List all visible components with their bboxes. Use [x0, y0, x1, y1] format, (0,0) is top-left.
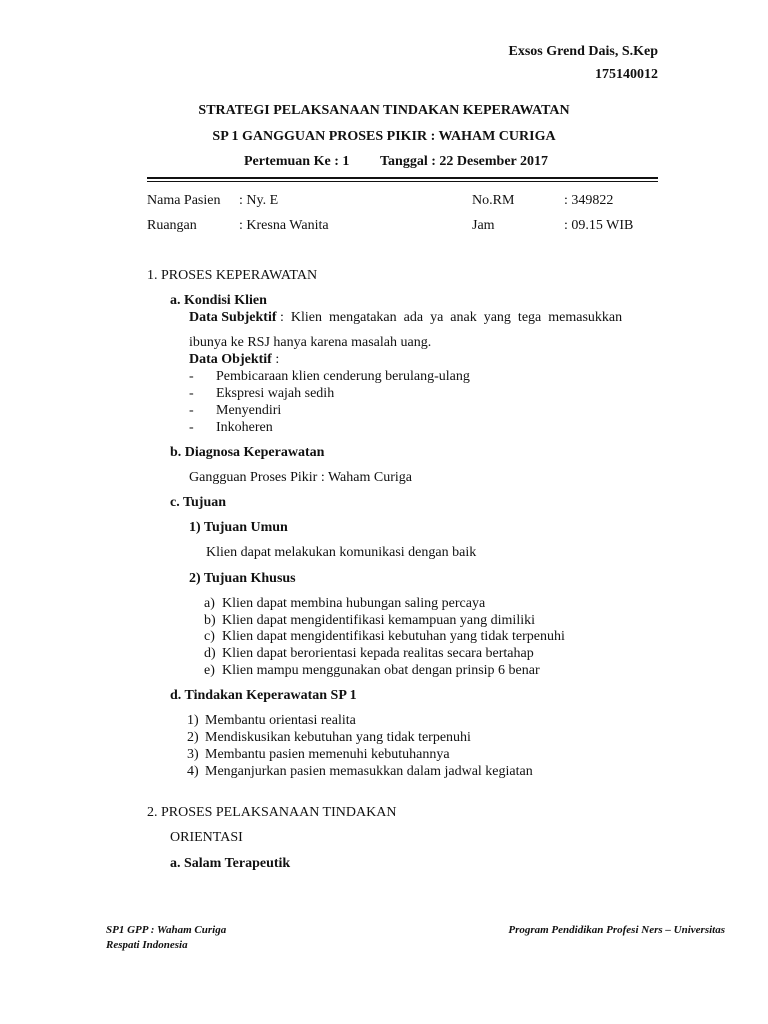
room-value: : Kresna Wanita [239, 218, 329, 233]
list-item: a) Klien dapat membina hubungan saling percaya [204, 596, 486, 611]
subjective-data-continuation: ibunya ke RSJ hanya karena masalah uang. [189, 335, 432, 350]
subjective-data-text: : Klien mengatakan ada ya anak yang tega memasukkan [276, 310, 623, 325]
list-item: - Menyendiri [189, 403, 282, 418]
objective-data-colon: : [271, 352, 280, 367]
subjective-data-line [189, 310, 659, 326]
time-label: Jam [472, 218, 495, 233]
diagnosis-heading: b. Diagnosa Keperawatan [170, 445, 325, 460]
document-title: STRATEGI PELAKSANAAN TINDAKAN KEPERAWATAN [198, 103, 570, 118]
subjective-data-label: Data Subjektif [189, 310, 277, 325]
footer-left-line2: Respati Indonesia [106, 939, 188, 951]
meeting-number: Pertemuan Ke : 1 [244, 154, 350, 169]
general-goal-heading: 1) Tujuan Umun [189, 520, 288, 535]
general-goal-text: Klien dapat melakukan komunikasi dengan baik [206, 545, 477, 560]
diagnosis-text: Gangguan Proses Pikir : Waham Curiga [189, 470, 412, 485]
list-item: d) Klien dapat berorientasi kepada realitas secara bertahap [204, 646, 534, 661]
list-item: - Inkoheren [189, 420, 273, 435]
author-id: 175140012 [595, 67, 658, 82]
list-item: 1) Membantu orientasi realita [187, 713, 356, 728]
footer-right-line1: Program Pendidikan Profesi Ners – Universitas [508, 924, 725, 936]
list-item: e) Klien mampu menggunakan obat dengan prinsip 6 benar [204, 663, 540, 678]
section-2-heading: 2. PROSES PELAKSANAAN TINDAKAN [147, 805, 397, 820]
room-label: Ruangan [147, 218, 197, 233]
footer-left-line1: SP1 GPP : Waham Curiga [106, 924, 227, 936]
meeting-date: Tanggal : 22 Desember 2017 [380, 154, 548, 169]
goals-heading: c. Tujuan [170, 495, 227, 510]
list-item: - Pembicaraan klien cenderung berulang-ulang [189, 369, 470, 384]
record-number-label: No.RM [472, 193, 515, 208]
title-rule-thin [147, 181, 658, 182]
list-item: 3) Membantu pasien memenuhi kebutuhannya [187, 747, 450, 762]
specific-goals-heading: 2) Tujuan Khusus [189, 571, 296, 586]
list-item: b) Klien dapat mengidentifikasi kemampuan yang dimiliki [204, 613, 535, 628]
author-name: Exsos Grend Dais, S.Kep [508, 44, 658, 59]
objective-data-label: Data Objektif [189, 352, 272, 367]
therapeutic-greeting-heading: a. Salam Terapeutik [170, 856, 291, 871]
client-condition-heading: a. Kondisi Klien [170, 293, 267, 308]
list-item: 2) Mendiskusikan kebutuhan yang tidak terpenuhi [187, 730, 471, 745]
orientation-heading: ORIENTASI [170, 830, 243, 845]
section-1-heading: 1. PROSES KEPERAWATAN [147, 268, 318, 283]
document-subtitle: SP 1 GANGGUAN PROSES PIKIR : WAHAM CURIGA [212, 129, 556, 144]
patient-name-value: : Ny. E [239, 193, 279, 208]
nursing-actions-heading: d. Tindakan Keperawatan SP 1 [170, 688, 357, 703]
record-number-value: : 349822 [564, 193, 614, 208]
time-value: : 09.15 WIB [564, 218, 634, 233]
objective-data-line [189, 352, 279, 368]
title-rule-thick [147, 177, 658, 179]
list-item: 4) Menganjurkan pasien memasukkan dalam jadwal kegiatan [187, 764, 533, 779]
list-item: c) Klien dapat mengidentifikasi kebutuhan yang tidak terpenuhi [204, 629, 565, 644]
patient-name-label: Nama Pasien [147, 193, 221, 208]
list-item: - Ekspresi wajah sedih [189, 386, 335, 401]
